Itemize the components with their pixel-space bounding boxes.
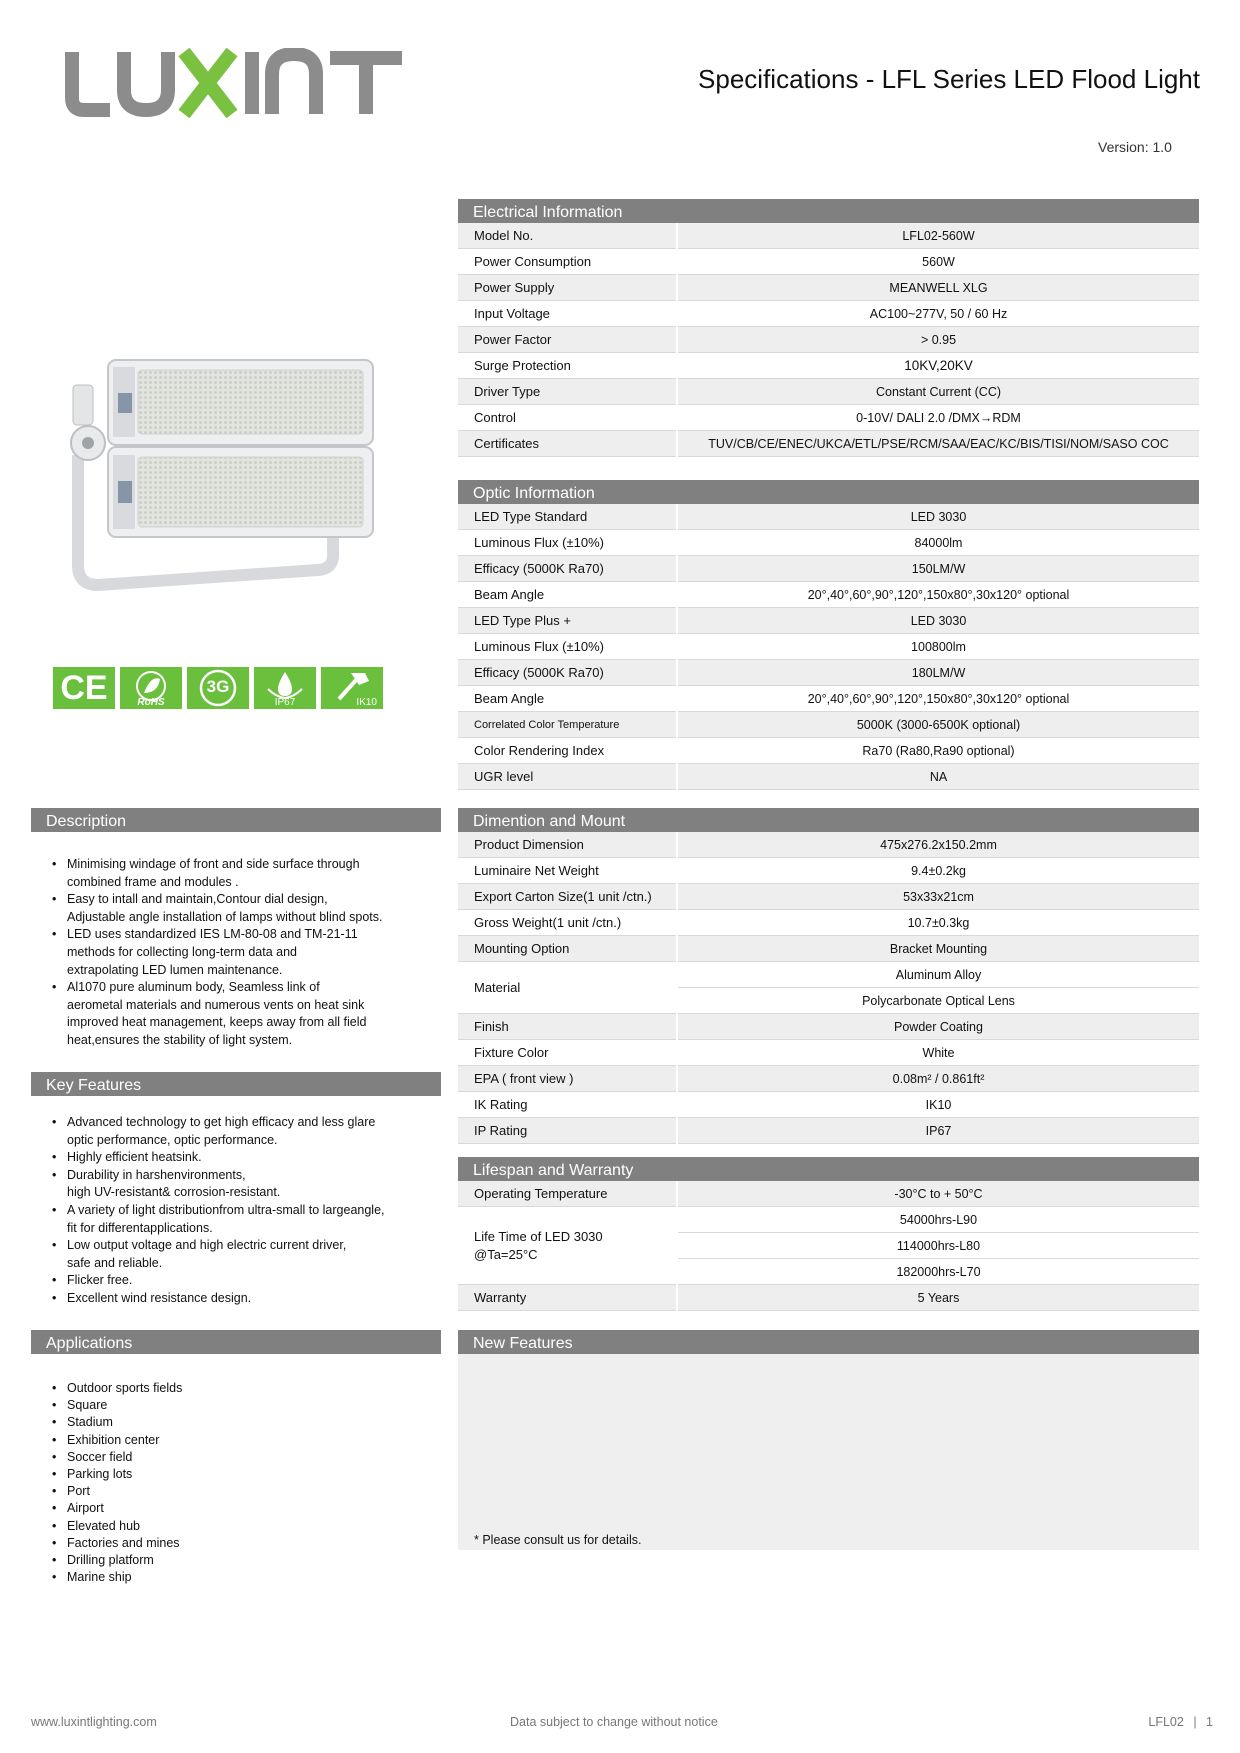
- table-row: [458, 1207, 1199, 1233]
- dimension-table: [458, 832, 1199, 1144]
- row-value: Aluminum Alloy: [677, 962, 1199, 988]
- row-value: 20°,40°,60°,90°,120°,150x80°,30x120° optional: [677, 582, 1199, 608]
- new-features-title: New Features: [458, 1330, 1199, 1354]
- table-row: [458, 504, 1199, 530]
- footer-page-code: LFL02: [1148, 1715, 1184, 1729]
- row-label: Product Dimension: [458, 832, 677, 858]
- row-label: Color Rendering Index: [458, 738, 677, 764]
- row-label: Operating Temperature: [458, 1181, 677, 1207]
- row-label: [458, 1207, 677, 1285]
- row-label: Beam Angle: [458, 686, 677, 712]
- row-label: Efficacy (5000K Ra70): [458, 660, 677, 686]
- table-row: [458, 223, 1199, 249]
- list-item: • Advanced technology to get high efficacy and less glare optic performance, optic performance.: [31, 1114, 441, 1149]
- footer-page-info: [1148, 1715, 1213, 1729]
- row-value: 53x33x21cm: [677, 884, 1199, 910]
- table-row: [458, 1118, 1199, 1144]
- new-features-note: * Please consult us for details.: [474, 1533, 642, 1547]
- applications-list: [31, 1380, 441, 1586]
- luxint-logo: [62, 48, 412, 120]
- list-item: • Drilling platform: [31, 1552, 441, 1569]
- table-row: [458, 556, 1199, 582]
- row-value: LED 3030: [677, 608, 1199, 634]
- new-features-box: [458, 1354, 1199, 1550]
- row-label: Luminous Flux (±10%): [458, 634, 677, 660]
- table-row: [458, 1181, 1199, 1207]
- lifespan-table: [458, 1181, 1199, 1311]
- list-item: • Al1070 pure aluminum body, Seamless link of aerometal materials and numerous vents on heat sink improved heat management, keeps away from all field heat,ensures the stability of light system.: [31, 979, 441, 1049]
- table-row: [458, 275, 1199, 301]
- row-label: LED Type Plus +: [458, 608, 677, 634]
- ik10-badge: [321, 667, 383, 709]
- row-label: LED Type Standard: [458, 504, 677, 530]
- list-item: • Elevated hub: [31, 1518, 441, 1535]
- row-label: EPA ( front view ): [458, 1066, 677, 1092]
- lifetime-label-line1: Life Time of LED 3030: [474, 1228, 603, 1244]
- table-row: [458, 327, 1199, 353]
- ip67-badge-label: IP67: [274, 697, 296, 708]
- row-value: 0.08m² / 0.861ft²: [677, 1066, 1199, 1092]
- table-row: [458, 660, 1199, 686]
- row-label: IP Rating: [458, 1118, 677, 1144]
- list-item: • Durability in harshenvironments, high UV-resistant& corrosion-resistant.: [31, 1167, 441, 1202]
- applications-title: Applications: [31, 1330, 441, 1354]
- row-label: Luminous Flux (±10%): [458, 530, 677, 556]
- row-label: IK Rating: [458, 1092, 677, 1118]
- list-item: • Highly efficient heatsink.: [31, 1149, 441, 1167]
- electrical-section: [458, 199, 1199, 457]
- row-label: Control: [458, 405, 677, 431]
- row-value: 182000hrs-L70: [677, 1259, 1199, 1285]
- row-label: Mounting Option: [458, 936, 677, 962]
- footer-page-number: 1: [1206, 1715, 1213, 1729]
- list-item: • Minimising windage of front and side surface through combined frame and modules .: [31, 856, 441, 891]
- row-value: 180LM/W: [677, 660, 1199, 686]
- electrical-section-title: Electrical Information: [458, 199, 1199, 223]
- document-title: Specifications - LFL Series LED Flood Light: [698, 64, 1200, 94]
- ce-badge-label: CE: [60, 669, 108, 707]
- footer-separator: |: [1193, 1715, 1197, 1729]
- lifespan-section: [458, 1157, 1199, 1311]
- row-value: Bracket Mounting: [677, 936, 1199, 962]
- row-label: Luminaire Net Weight: [458, 858, 677, 884]
- ip67-badge: [254, 667, 316, 709]
- row-value: MEANWELL XLG: [677, 275, 1199, 301]
- row-label: Beam Angle: [458, 582, 677, 608]
- table-row: [458, 608, 1199, 634]
- row-value: 5000K (3000-6500K optional): [677, 712, 1199, 738]
- row-value: 10KV,20KV: [677, 353, 1199, 379]
- list-item: • Excellent wind resistance design.: [31, 1290, 441, 1308]
- description-list: [31, 856, 441, 1050]
- key-features-title: Key Features: [31, 1072, 441, 1096]
- optic-table: [458, 504, 1199, 790]
- row-value: LFL02-560W: [677, 223, 1199, 249]
- list-item: • Port: [31, 1483, 441, 1500]
- table-row: [458, 405, 1199, 431]
- row-value: Constant Current (CC): [677, 379, 1199, 405]
- row-value: 9.4±0.2kg: [677, 858, 1199, 884]
- list-item: • Low output voltage and high electric current driver, safe and reliable.: [31, 1237, 441, 1272]
- new-features-section: [458, 1330, 1199, 1550]
- row-value: > 0.95: [677, 327, 1199, 353]
- dimension-section-title: Dimention and Mount: [458, 808, 1199, 832]
- table-row: [458, 962, 1199, 988]
- table-row: [458, 634, 1199, 660]
- list-item: • Airport: [31, 1500, 441, 1517]
- table-row: [458, 1014, 1199, 1040]
- applications-section: [31, 1330, 441, 1586]
- product-image-flood-light: [68, 355, 378, 595]
- row-label: Gross Weight(1 unit /ctn.): [458, 910, 677, 936]
- row-value: Powder Coating: [677, 1014, 1199, 1040]
- table-row: [458, 858, 1199, 884]
- lifespan-section-title: Lifespan and Warranty: [458, 1157, 1199, 1181]
- row-value: IP67: [677, 1118, 1199, 1144]
- row-value: 560W: [677, 249, 1199, 275]
- row-value: Polycarbonate Optical Lens: [677, 988, 1199, 1014]
- row-value: 54000hrs-L90: [677, 1207, 1199, 1233]
- table-row: [458, 1066, 1199, 1092]
- table-row: [458, 249, 1199, 275]
- row-label: UGR level: [458, 764, 677, 790]
- ce-badge: [53, 667, 115, 709]
- row-label: Power Factor: [458, 327, 677, 353]
- table-row: [458, 712, 1199, 738]
- row-label: Certificates: [458, 431, 677, 457]
- row-label: Input Voltage: [458, 301, 677, 327]
- table-row: [458, 738, 1199, 764]
- table-row: [458, 1092, 1199, 1118]
- description-title: Description: [31, 808, 441, 832]
- electrical-table: [458, 223, 1199, 457]
- row-value: 20°,40°,60°,90°,120°,150x80°,30x120° optional: [677, 686, 1199, 712]
- table-row: [458, 936, 1199, 962]
- row-value: 5 Years: [677, 1285, 1199, 1311]
- table-row: [458, 353, 1199, 379]
- ik10-badge-label: IK10: [356, 697, 377, 708]
- rohs-badge: [120, 667, 182, 709]
- key-features-section: [31, 1072, 441, 1308]
- table-row: [458, 1040, 1199, 1066]
- row-label: Power Consumption: [458, 249, 677, 275]
- rohs-badge-label: RoHS: [137, 697, 165, 708]
- row-value: 150LM/W: [677, 556, 1199, 582]
- list-item: • Soccer field: [31, 1449, 441, 1466]
- table-row: [458, 832, 1199, 858]
- row-value: 84000lm: [677, 530, 1199, 556]
- list-item: • Square: [31, 1397, 441, 1414]
- row-value: 100800lm: [677, 634, 1199, 660]
- table-row: [458, 884, 1199, 910]
- row-label: Fixture Color: [458, 1040, 677, 1066]
- row-value: NA: [677, 764, 1199, 790]
- list-item: • LED uses standardized IES LM-80-08 and TM-21-11 methods for collecting long-term data and extrapolating LED lumen maintenance.: [31, 926, 441, 979]
- row-label: Material: [458, 962, 677, 1014]
- optic-section: [458, 480, 1199, 790]
- row-label: Surge Protection: [458, 353, 677, 379]
- row-value: -30°C to + 50°C: [677, 1181, 1199, 1207]
- row-label: Model No.: [458, 223, 677, 249]
- 3g-badge: [187, 667, 249, 709]
- row-value: 0-10V/ DALI 2.0 /DMX→RDM: [677, 405, 1199, 431]
- row-value: 114000hrs-L80: [677, 1233, 1199, 1259]
- 3g-badge-label: 3G: [206, 677, 230, 696]
- row-label: Correlated Color Temperature: [458, 712, 677, 738]
- list-item: • Stadium: [31, 1414, 441, 1431]
- version-label: Version: 1.0: [1098, 139, 1172, 155]
- table-row: [458, 910, 1199, 936]
- row-value: 475x276.2x150.2mm: [677, 832, 1199, 858]
- list-item: • Parking lots: [31, 1466, 441, 1483]
- row-label: Finish: [458, 1014, 677, 1040]
- list-item: • Easy to intall and maintain,Contour dial design, Adjustable angle installation of lamps without blind spots.: [31, 891, 441, 926]
- footer-website: www.luxintlighting.com: [31, 1715, 157, 1729]
- footer-notice: Data subject to change without notice: [510, 1715, 718, 1729]
- table-row: [458, 431, 1199, 457]
- table-row: [458, 582, 1199, 608]
- row-label: Efficacy (5000K Ra70): [458, 556, 677, 582]
- dimension-section: [458, 808, 1199, 1144]
- description-section: [31, 808, 441, 1050]
- row-value: 10.7±0.3kg: [677, 910, 1199, 936]
- table-row: [458, 1285, 1199, 1311]
- list-item: • A variety of light distributionfrom ultra-small to largeangle, fit for differentapplications.: [31, 1202, 441, 1237]
- row-label: Driver Type: [458, 379, 677, 405]
- list-item: • Flicker free.: [31, 1272, 441, 1290]
- table-row: [458, 764, 1199, 790]
- list-item: • Factories and mines: [31, 1535, 441, 1552]
- row-value: IK10: [677, 1092, 1199, 1118]
- table-row: [458, 301, 1199, 327]
- row-value: LED 3030: [677, 504, 1199, 530]
- row-value: Ra70 (Ra80,Ra90 optional): [677, 738, 1199, 764]
- list-item: • Outdoor sports fields: [31, 1380, 441, 1397]
- list-item: • Exhibition center: [31, 1432, 441, 1449]
- optic-section-title: Optic Information: [458, 480, 1199, 504]
- row-value: White: [677, 1040, 1199, 1066]
- row-label: Power Supply: [458, 275, 677, 301]
- table-row: [458, 530, 1199, 556]
- row-value: TUV/CB/CE/ENEC/UKCA/ETL/PSE/RCM/SAA/EAC/KC/BIS/TISI/NOM/SASO COC: [677, 431, 1199, 457]
- list-item: • Marine ship: [31, 1569, 441, 1586]
- lifetime-label-line2: @Ta=25°C: [474, 1246, 538, 1262]
- row-label: Export Carton Size(1 unit /ctn.): [458, 884, 677, 910]
- row-value: AC100~277V, 50 / 60 Hz: [677, 301, 1199, 327]
- table-row: [458, 686, 1199, 712]
- table-row: [458, 379, 1199, 405]
- key-features-list: [31, 1114, 441, 1308]
- row-label: Warranty: [458, 1285, 677, 1311]
